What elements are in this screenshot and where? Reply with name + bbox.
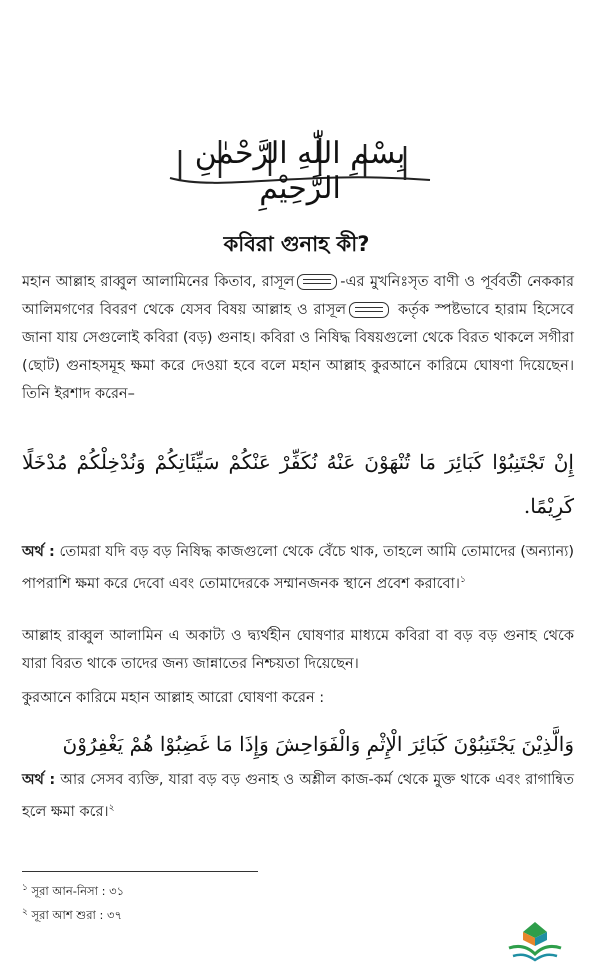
meaning-1	[22, 538, 574, 598]
bismillah-calligraphy	[160, 120, 440, 206]
publisher-logo-icon	[505, 918, 565, 962]
meaning-label: অর্থ :	[22, 772, 56, 788]
intro-text-c: কর্তৃক স্পষ্টভাবে হারাম হিসেবে জানা যায় সেগুলোই কবিরা (বড়) গুনাহ। কবিরা ও নিষিদ্ধ বিষয়গুলো থেকে বিরত থাকলে সগীরা (ছোট) গুনাহসমূহ ক্ষমা করে দেওয়া হবে বলে মহান আল্লাহ কুরআনে কারিমে ঘোষণা দিয়েছেন। তিনি ইরশাদ করেন–	[22, 302, 574, 402]
verse-2	[22, 722, 574, 766]
bismillah-text: بِسْمِ اللّٰهِ الرَّحْمٰنِ الرَّحِيْمِ	[194, 136, 406, 206]
intro-verse-2	[22, 684, 574, 712]
arabic-verse-nisa: إِنْ تَجْتَنِبُوْا كَبَائِرَ مَا تُنْهَوْنَ عَنْهُ نُكَفِّرْ عَنْكُمْ سَيِّئَاتِكُمْ وَنُدْخِلْكُمْ مُدْخَلًا كَرِيْمًا.	[22, 450, 574, 518]
meaning-label: অর্থ :	[22, 544, 55, 560]
footnote-text: সূরা আশ শুরা : ৩৭	[31, 907, 123, 922]
intro-text-b: -এর মুখনিঃসৃত বাণী ও পূর্ববর্তী নেককার আলিমগণের বিবরণ থেকে যেসব বিষয় আল্লাহ ও রাসূল	[22, 274, 575, 318]
footnote-1	[22, 880, 124, 902]
meaning-2	[22, 766, 574, 826]
intro-text-a: মহান আল্লাহ রাব্বুল আলামিনের কিতাব, রাসূল	[22, 274, 295, 290]
salawat-symbol-icon	[349, 302, 389, 318]
intro-paragraph	[22, 268, 574, 408]
footnote-marker: ১	[22, 883, 28, 893]
verse-1	[22, 440, 574, 528]
footnote-marker: ২	[22, 907, 28, 917]
meaning-text: তোমরা যদি বড় বড় নিষিদ্ধ কাজগুলো থেকে বেঁচে থাক, তাহলে আমি তোমাদের (অন্যান্য) পাপরাশি ক্ষমা করে দেবো এবং তোমাদেরকে সম্মানজনক স্থানে প্রবেশ করাবো।	[22, 544, 574, 592]
page-title: কবিরা গুনাহ কী?	[223, 232, 370, 256]
conclusion-paragraph	[22, 622, 574, 678]
footnote-text: সূরা আন-নিসা : ৩১	[31, 883, 125, 898]
footnote-2	[22, 904, 122, 926]
salawat-symbol-icon	[297, 274, 337, 290]
footnote-ref: ২	[108, 803, 115, 813]
conclusion-text: আল্লাহ রাব্বুল আলামিন এ অকাট্য ও দ্ব্যর্থহীন ঘোষণার মাধ্যমে কবিরা বা বড় বড় গুনাহ থেকে যারা বিরত থাকে তাদের জন্য জান্নাতের নিশ্চয়তা দিয়েছেন।	[22, 628, 574, 672]
arabic-verse-shura: وَالَّذِيْنَ يَجْتَنِبُوْنَ كَبَائِرَ الْإِثْمِ وَالْفَوَاحِشَ وَإِذَا مَا غَضِبُوْا هُمْ يَغْفِرُوْنَ	[62, 732, 574, 756]
intro-verse-2-text: কুরআনে কারিমে মহান আল্লাহ আরো ঘোষণা করেন :	[22, 690, 325, 706]
footnote-ref: ১	[459, 575, 466, 585]
meaning-text: আর সেসব ব্যক্তি, যারা বড় বড় গুনাহ ও অশ্লীল কাজ-কর্ম থেকে মুক্ত থাকে এবং রাগান্বিত হলে ক্ষমা করে।	[22, 772, 575, 820]
footnote-divider	[22, 871, 258, 872]
